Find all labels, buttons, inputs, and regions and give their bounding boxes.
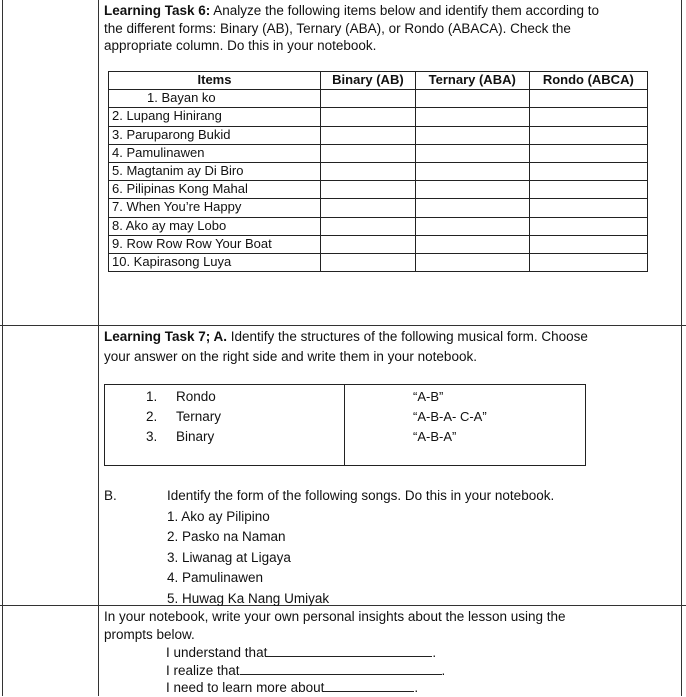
part-b-letter: B. [104, 488, 117, 503]
task6-text-line3: appropriate column. Do this in your notebook. [104, 38, 377, 53]
rondo-check-cell[interactable] [529, 217, 647, 235]
part-b-body [167, 486, 647, 609]
list-item [146, 387, 221, 407]
column-divider [98, 0, 99, 696]
ternary-check-cell[interactable] [415, 90, 529, 108]
prompt-realize-text: I realize that [166, 662, 240, 678]
ternary-check-cell[interactable] [415, 162, 529, 180]
table-row [109, 235, 648, 253]
binary-check-cell[interactable] [321, 235, 416, 253]
structure-item: “A-B-A- C-A” [413, 409, 487, 424]
ternary-check-cell[interactable] [415, 253, 529, 271]
task7-text-line1: Identify the structures of the following musical form. Choose [227, 329, 588, 344]
table-row [109, 126, 648, 144]
prompt-learn-more: I need to learn more about . [166, 680, 419, 695]
table-row [109, 162, 648, 180]
binary-check-cell[interactable] [321, 199, 416, 217]
ternary-check-cell[interactable] [415, 235, 529, 253]
matching-box [104, 384, 586, 466]
rondo-check-cell[interactable] [529, 90, 647, 108]
header-binary: Binary (AB) [321, 72, 416, 90]
task7-text-line2: your answer on the right side and write them in your notebook. [104, 349, 477, 364]
song-item: 3. Liwanag at Ligaya [167, 549, 291, 565]
insight-prompts [166, 644, 445, 697]
binary-check-cell[interactable] [321, 108, 416, 126]
table-row [109, 181, 648, 199]
ternary-check-cell[interactable] [415, 108, 529, 126]
rondo-check-cell[interactable] [529, 144, 647, 162]
item-cell: 1. Bayan ko [109, 90, 321, 108]
rondo-check-cell[interactable] [529, 199, 647, 217]
list-item [146, 427, 221, 447]
binary-check-cell[interactable] [321, 144, 416, 162]
prompt-understand-text: I understand that [166, 645, 268, 660]
item-cell: 6. Pilipinas Kong Mahal [109, 181, 321, 199]
item-cell: 3. Paruparong Bukid [109, 126, 321, 144]
item-cell: 8. Ako ay may Lobo [109, 217, 321, 235]
item-cell: 4. Pamulinawen [109, 144, 321, 162]
rondo-check-cell[interactable] [529, 235, 647, 253]
binary-check-cell[interactable] [321, 181, 416, 199]
structure-item: “A-B” [413, 389, 444, 404]
header-rondo: Rondo (ABCA) [529, 72, 647, 90]
table-row [109, 144, 648, 162]
page-left-border [2, 0, 3, 696]
table-row [109, 199, 648, 217]
table-header-row [109, 72, 648, 90]
header-ternary: Ternary (ABA) [415, 72, 529, 90]
prompt-understand: I understand that . [166, 645, 437, 660]
binary-check-cell[interactable] [321, 217, 416, 235]
page-right-border [681, 0, 682, 696]
prompt-realize: I realize that . [166, 662, 446, 678]
matching-divider [344, 385, 345, 465]
rondo-check-cell[interactable] [529, 162, 647, 180]
item-cell: 9. Row Row Row Your Boat [109, 235, 321, 253]
structure-item: “A-B-A” [413, 429, 457, 444]
task7-label: Learning Task 7; A. [104, 329, 228, 344]
form-number: 3. [146, 429, 158, 444]
list-item [146, 407, 221, 427]
item-cell: 5. Magtanim ay Di Biro [109, 162, 321, 180]
rondo-check-cell[interactable] [529, 108, 647, 126]
task7-instructions [104, 327, 674, 367]
ternary-check-cell[interactable] [415, 217, 529, 235]
ternary-check-cell[interactable] [415, 144, 529, 162]
ternary-check-cell[interactable] [415, 199, 529, 217]
form-number: 2. [146, 409, 158, 424]
ternary-check-cell[interactable] [415, 181, 529, 199]
answer-blank[interactable] [267, 644, 432, 657]
binary-check-cell[interactable] [321, 162, 416, 180]
ternary-check-cell[interactable] [415, 126, 529, 144]
form-number: 1. [146, 389, 158, 404]
task6-instructions [104, 2, 674, 55]
rondo-check-cell[interactable] [529, 253, 647, 271]
binary-check-cell[interactable] [321, 253, 416, 271]
row-divider-task7 [0, 325, 686, 326]
answer-blank[interactable] [240, 662, 442, 675]
insights-line2: prompts below. [104, 626, 195, 642]
insights-instructions [104, 608, 674, 643]
table-row [109, 217, 648, 235]
form-name: Rondo [176, 389, 216, 404]
form-name: Binary [176, 429, 215, 444]
binary-check-cell[interactable] [321, 90, 416, 108]
header-items: Items [109, 72, 321, 90]
song-item: 2. Pasko na Naman [167, 529, 286, 544]
part-b-instruction: Identify the form of the following songs. Do this in your notebook. [167, 488, 555, 503]
prompt-learn-more-text: I need to learn more about [166, 680, 325, 695]
song-item: 1. Ako ay Pilipino [167, 508, 270, 524]
form-name: Ternary [176, 409, 222, 424]
task6-label: Learning Task 6: [104, 3, 211, 18]
item-cell: 10. Kapirasong Luya [109, 253, 321, 271]
item-cell: 7. When You’re Happy [109, 199, 321, 217]
item-cell: 2. Lupang Hinirang [109, 108, 321, 126]
song-item: 5. Huwag Ka Nang Umiyak [167, 590, 330, 606]
forms-list [146, 387, 221, 447]
rondo-check-cell[interactable] [529, 181, 647, 199]
task6-text-line1: Analyze the following items below and identify them according to [210, 3, 599, 18]
table-row [109, 108, 648, 126]
task6-text-line2: the different forms: Binary (AB), Ternary (ABA), or Rondo (ABACA). Check the [104, 20, 571, 36]
binary-check-cell[interactable] [321, 126, 416, 144]
song-item: 4. Pamulinawen [167, 570, 264, 585]
structures-list [413, 387, 487, 447]
answer-blank[interactable] [324, 679, 414, 692]
rondo-check-cell[interactable] [529, 126, 647, 144]
insights-line1: In your notebook, write your own personal insights about the lesson using the [104, 609, 566, 624]
table-row [109, 253, 648, 271]
table-row [109, 90, 648, 108]
task6-table [108, 71, 648, 272]
